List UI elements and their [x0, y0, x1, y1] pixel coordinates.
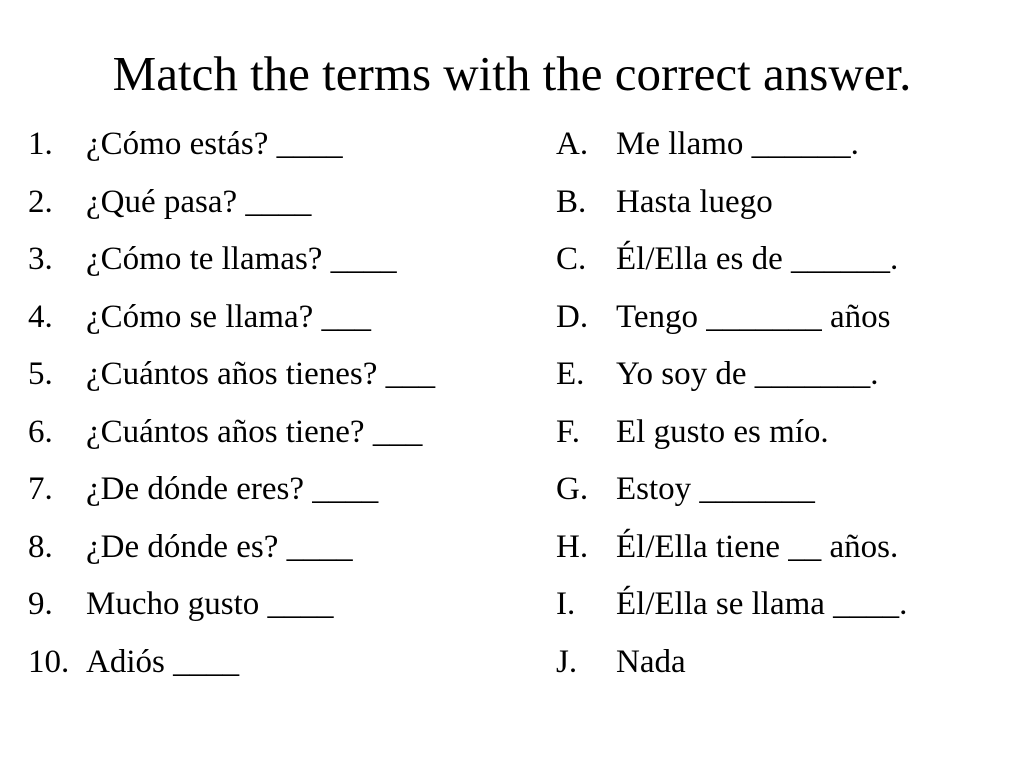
answer-item-h — [556, 519, 1016, 577]
question-number: 6. — [28, 413, 53, 450]
question-item-3 — [28, 231, 548, 289]
question-number: 4. — [28, 298, 53, 335]
question-text: ¿Cuántos años tienes? ___ — [86, 356, 436, 392]
question-item-10 — [28, 634, 548, 692]
answer-letter: G. — [556, 471, 589, 507]
question-item-5 — [28, 346, 548, 404]
answer-letter: C. — [556, 241, 587, 277]
question-text: ¿De dónde es? ____ — [86, 528, 353, 565]
answer-letter: F. — [556, 413, 580, 450]
answer-item-j — [556, 634, 1016, 692]
answer-text: Él/Ella es de ______. — [616, 241, 899, 277]
answer-letter: B. — [556, 183, 587, 220]
question-item-4 — [28, 289, 548, 347]
answer-item-i — [556, 576, 1016, 634]
question-item-7 — [28, 461, 548, 519]
answer-item-g — [556, 461, 1016, 519]
answer-text: Él/Ella tiene __ años. — [616, 528, 899, 565]
answer-item-a — [556, 116, 1016, 174]
answer-letter: H. — [556, 528, 589, 565]
answer-letter: A. — [556, 126, 589, 162]
answer-text: Tengo _______ años — [616, 298, 891, 335]
answer-text: El gusto es mío. — [616, 413, 829, 450]
answer-letter: D. — [556, 298, 589, 335]
question-number: 1. — [28, 126, 53, 162]
question-text: ¿Cómo te llamas? ____ — [86, 241, 397, 277]
answer-item-e — [556, 346, 1016, 404]
answer-text: Nada — [616, 643, 686, 680]
answer-letter: J. — [556, 643, 578, 680]
answer-item-b — [556, 174, 1016, 232]
answer-text: Hasta luego — [616, 183, 773, 220]
answer-letter: E. — [556, 356, 585, 392]
question-text: ¿Cómo estás? ____ — [86, 126, 343, 162]
answers-list — [556, 116, 1016, 691]
answer-text: Él/Ella se llama ____. — [616, 586, 908, 622]
question-number: 9. — [28, 586, 53, 622]
answer-text: Yo soy de _______. — [616, 356, 879, 392]
question-text: Adiós ____ — [86, 643, 240, 680]
question-item-6 — [28, 404, 548, 462]
answer-text: Estoy _______ — [616, 471, 815, 507]
question-item-8 — [28, 519, 548, 577]
question-number: 3. — [28, 241, 53, 277]
question-text: Mucho gusto ____ — [86, 586, 334, 622]
question-item-9 — [28, 576, 548, 634]
answer-text: Me llamo ______. — [616, 126, 859, 162]
answer-item-d — [556, 289, 1016, 347]
question-text: ¿Qué pasa? ____ — [86, 183, 312, 220]
question-text: ¿Cuántos años tiene? ___ — [86, 413, 423, 450]
question-text: ¿Cómo se llama? ___ — [86, 298, 372, 335]
question-item-2 — [28, 174, 548, 232]
answer-item-c — [556, 231, 1016, 289]
question-text: ¿De dónde eres? ____ — [86, 471, 379, 507]
answer-item-f — [556, 404, 1016, 462]
question-number: 7. — [28, 471, 53, 507]
question-number: 5. — [28, 356, 53, 392]
question-number: 2. — [28, 183, 53, 220]
question-item-1 — [28, 116, 548, 174]
page-title: Match the terms with the correct answer. — [112, 46, 912, 101]
questions-list — [28, 116, 548, 691]
question-number: 8. — [28, 528, 53, 565]
question-number: 10. — [28, 643, 70, 680]
answer-letter: I. — [556, 586, 576, 622]
